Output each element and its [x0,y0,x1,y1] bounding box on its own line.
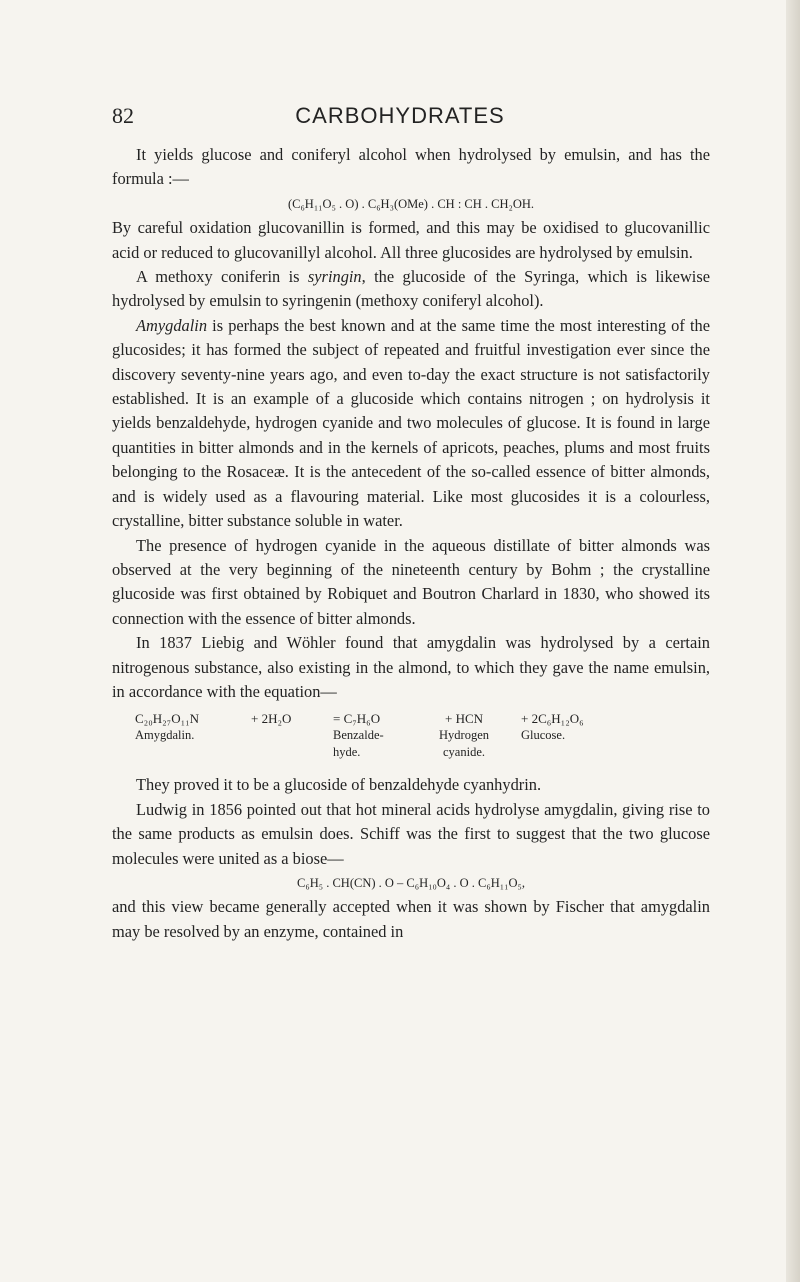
text-run: A methoxy coniferin is [136,267,308,287]
page-number: 82 [112,103,134,128]
equation-labels-row [112,727,710,744]
equation-label: cyanide. [443,745,485,760]
body-text [112,143,710,944]
paragraph: Ludwig in 1856 pointed out that hot mineral acids hydrolyse amygdalin, giving rise to the same products as emulsin does. Schiff was the first to suggest that the two glucose molecules were united as a biose— [112,799,710,868]
equation-label: Hydrogen [439,728,489,743]
paragraph: and this view became generally accepted when it was shown by Fischer that amygdalin may be resolved by an enzyme, contained in [112,897,710,941]
equation-terms-row [112,710,710,727]
term-amygdalin: Amygdalin [136,315,208,335]
running-head: CARBOHYDRATES [295,103,505,128]
paragraph-syringin [112,265,710,314]
page-header [0,103,800,129]
equation-label: Amygdalin. [135,728,195,743]
equation-label: hyde. [333,745,361,760]
hydrolysis-equation [112,710,710,761]
paragraph: They proved it to be a glucoside of benzaldehyde cyanhydrin. [136,775,542,795]
equation-term: + 2C₆H₁₂O₆ [521,711,584,727]
equation-term: + HCN [444,711,484,727]
equation-label: Glucose. [521,728,566,743]
formula-coniferin: (C₆H₁₁O₅ . O) . C₆H₃(OMe) . CH : CH . CH₂OH. [287,196,535,211]
paragraph: The presence of hydrogen cyanide in the aqueous distillate of bitter almonds was observed at the very beginning of the nineteenth century by Bohm ; the crystalline glucoside was first obtained by Robiquet and Boutron Charlard in 1830, who showed its connection with the essence of bitter almonds. [112,535,710,628]
paragraph: In 1837 Liebig and Wöhler found that amygdalin was hydrolysed by a certain nitrogenous substance, also existing in the almond, to which they gave the name emulsin, in accordance with the equation— [112,633,710,701]
equation-labels-row-2 [112,744,710,761]
equation-term: + 2H₂O [251,711,292,727]
text-run: , the glucoside of the Syringa, which is likewise hydrolysed by emulsin to syringenin (methoxy coniferyl alcohol). [112,267,710,311]
text-run: is perhaps the best known and at the same time the most interesting of the glucosides; it has formed the subject of repeated and fruitful investigation ever since the discovery seventy-nine years ago, and even to-day the exact structure is not satisfactorily established. It is an example of a glucoside which contains nitrogen ; on hydrolysis it yields benzaldehyde, hydrogen cyanide and two molecules of glucose. It is found in large quantities in bitter almonds and in the kernels of apricots, peaches, plums and most fruits belonging to the Rosaceæ. It is the antecedent of the so-called essence of bitter almonds, and is widely used as a flavouring material. Like most glucosides it is a colourless, crystalline, bitter substance soluble in water. [112,315,710,531]
paragraph: It yields glucose and coniferyl alcohol when hydrolysed by emulsin, and has the formula :— [112,145,710,189]
formula-biose: C₆H₅ . CH(CN) . O – C₆H₁₀O₄ . O . C₆H₁₁O₅, [297,875,525,890]
term-syringin: syringin [307,267,362,287]
equation-term: C₂₀H₂₇O₁₁N [135,711,200,727]
equation-label: Benzalde- [333,728,384,743]
equation-term: = C₇H₆O [333,711,381,727]
page-edge-shadow [786,0,800,1282]
paragraph-amygdalin [112,314,710,534]
paragraph: By careful oxidation glucovanillin is formed, and this may be oxidised to glucovanillic acid or reduced to glucovanillyl alcohol. All three glucosides are hydrolysed by emulsin. [112,218,710,262]
